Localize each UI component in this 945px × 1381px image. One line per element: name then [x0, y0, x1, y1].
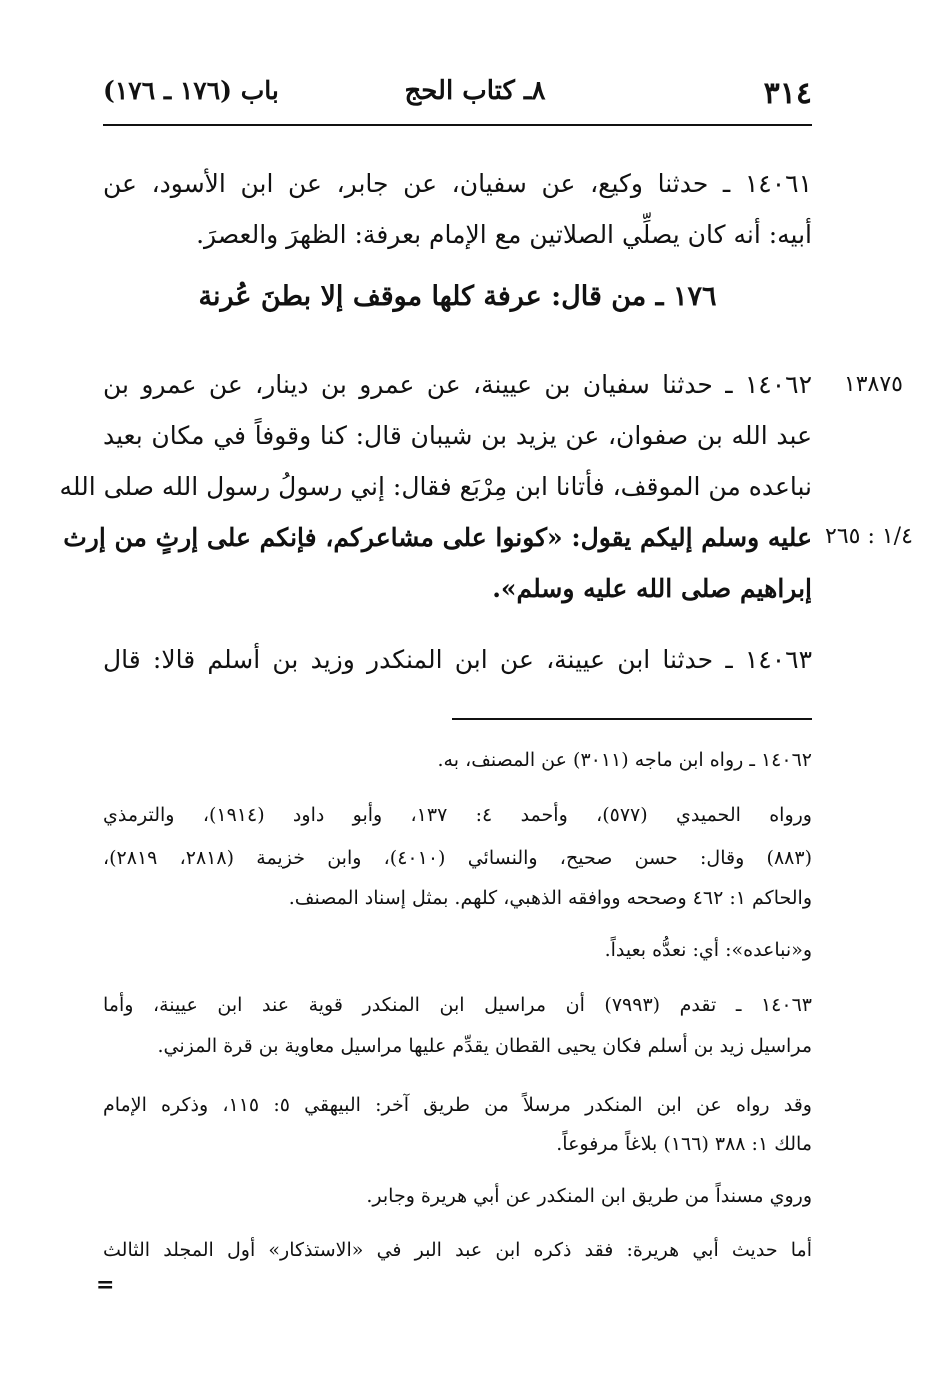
continuation-mark: = — [96, 1272, 115, 1298]
hadith-14061-line-2: أبيه: أنه كان يصلِّي الصلاتين مع الإمام بعرفة: الظهرَ والعصرَ. — [196, 220, 812, 249]
hadith-14063-line-1: ١٤٠٦٣ ـ حدثنا ابن عيينة، عن ابن المنكدر وزيد بن أسلم قالا: قال — [103, 645, 812, 674]
margin-number: ١٣٨٧٥ — [843, 372, 903, 397]
hadith-14061-line-1: ١٤٠٦١ ـ حدثنا وكيع، عن سفيان، عن جابر، عن ابن الأسود، عن — [103, 169, 812, 198]
margin-reference: ١/٤ : ٢٦٥ — [825, 524, 913, 549]
hadith-14062-line-4: عليه وسلم إليكم يقول: «كونوا على مشاعركم، فإنكم على إرثٍ من إرث — [63, 523, 812, 552]
footnote-line: مراسيل زيد بن أسلم فكان يحيى القطان يقدِّم عليها مراسيل معاوية بن قرة المزني. — [157, 1035, 812, 1057]
footnote-line: وقد رواه عن ابن المنكدر مرسلاً من طريق آخر: البيهقي ٥: ١١٥، وذكره الإمام — [103, 1094, 812, 1116]
hadith-14062-line-5: إبراهيم صلى الله عليه وسلم». — [492, 574, 812, 603]
footnote-line: مالك ١: ٣٨٨ (١٦٦) بلاغاً مرفوعاً. — [556, 1133, 812, 1155]
header-rule — [103, 124, 812, 126]
hadith-14062-line-1: ١٤٠٦٢ ـ حدثنا سفيان بن عيينة، عن عمرو بن دينار، عن عمرو بن — [103, 370, 812, 399]
footnote-line: والحاكم ١: ٤٦٢ وصححه ووافقه الذهبي، كلهم. بمثل إسناد المصنف. — [288, 887, 812, 909]
chapter-range: باب (١٧٦ ـ ١٧٦) — [103, 76, 279, 105]
footnote-line: وروي مسنداً من طريق ابن المنكدر عن أبي هريرة وجابر. — [366, 1185, 812, 1207]
page-number: ٣١٤ — [763, 76, 812, 111]
book-title: ٨ـ كتاب الحج — [404, 76, 546, 106]
footnote-line: (٨٨٣) وقال: حسن صحيح، والنسائي (٤٠١٠)، وابن خزيمة (٢٨١٨، ٢٨١٩)، — [103, 847, 812, 869]
chapter-heading: ١٧٦ ـ من قال: عرفة كلها موقف إلا بطنَ عُرنة — [198, 281, 717, 312]
footnote-line: أما حديث أبي هريرة: فقد ذكره ابن عبد البر في «الاستذكار» أول المجلد الثالث — [103, 1239, 812, 1261]
footnote-14063: ١٤٠٦٣ ـ تقدم (٧٩٩٣) أن مراسيل ابن المنكدر قوية عند ابن عيينة، وأما — [103, 994, 812, 1016]
footnote-14062: ١٤٠٦٢ ـ رواه ابن ماجه (٣٠١١) عن المصنف، به. — [437, 749, 812, 771]
footnote-separator — [452, 718, 812, 720]
hadith-14062-line-3: نباعده من الموقف، فأتانا ابن مِرْبَع فقال: إني رسولُ رسول الله صلى الله — [59, 472, 812, 501]
footnote-word-gloss: و«نباعده»: أي: نعدُّه بعيداً. — [604, 939, 812, 961]
hadith-14062-line-2: عبد الله بن صفوان، عن يزيد بن شيبان قال: كنا وقوفاً في مكان بعيد — [103, 421, 812, 450]
footnote-line: ورواه الحميدي (٥٧٧)، وأحمد ٤: ١٣٧، وأبو داود (١٩١٤)، والترمذي — [103, 804, 812, 826]
